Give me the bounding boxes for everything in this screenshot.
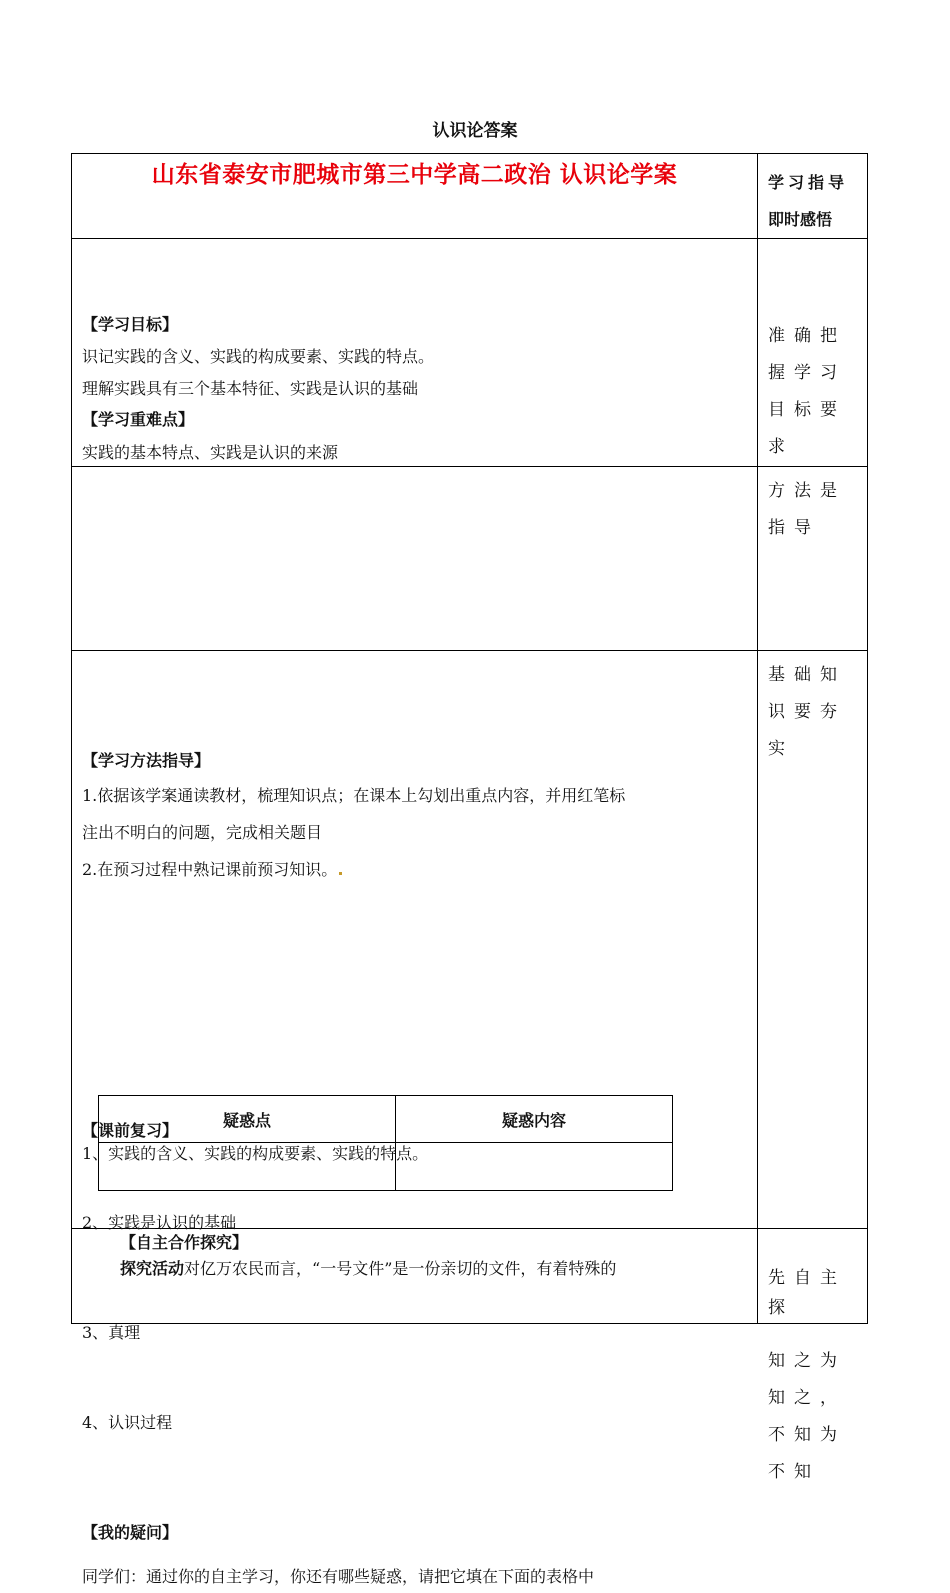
objectives-side-cell — [758, 239, 868, 467]
title-cell — [72, 154, 758, 239]
objectives-side-note: 准确把握学习目标要求 — [768, 326, 846, 457]
method-side-note: 方法是指导 — [768, 481, 846, 538]
explore-side-cell — [758, 1229, 868, 1324]
objectives-cell — [72, 239, 758, 467]
doubt-col-point: 疑惑点 — [99, 1096, 396, 1143]
review-heading: 【课前复习】 — [82, 1121, 179, 1140]
method-side-cell — [758, 467, 868, 651]
doubt-content-cell[interactable] — [396, 1143, 673, 1191]
key-points-line: 实践的基本特点、实践是认识的来源 — [82, 443, 339, 462]
question-line: 同学们：通过你的自主学习，你还有哪些疑惑，请把它填在下面的表格中 — [82, 1567, 595, 1586]
explore-cell — [72, 1229, 758, 1324]
review-item-4: 4、认识过程 — [82, 1413, 173, 1432]
review-side-note-2: 知之为知之，不知为不知 — [768, 1351, 846, 1482]
key-points-heading: 【学习重难点】 — [82, 410, 195, 429]
side-header-cell — [758, 154, 868, 239]
side-header-guidance: 学习指导 — [768, 173, 849, 192]
doubt-table — [98, 1095, 673, 1191]
explore-label: 探究活动 — [120, 1259, 185, 1278]
explore-side-note: 先自主探 — [768, 1268, 846, 1318]
review-side-note-1: 基础知识要夯实 — [768, 665, 846, 759]
main-title: 山东省泰安市肥城市第三中学高二政治 认识论学案 — [151, 162, 678, 188]
method-line-3: 2.在预习过程中熟记课前预习知识。 — [82, 860, 338, 879]
side-header-reflection: 即时感悟 — [768, 210, 833, 229]
question-heading: 【我的疑问】 — [82, 1523, 179, 1542]
method-heading: 【学习方法指导】 — [82, 751, 211, 770]
explore-heading: 【自主合作探究】 — [120, 1233, 249, 1252]
method-cell — [72, 467, 758, 879]
objectives-line-1: 识记实践的含义、实践的构成要素、实践的特点。 — [82, 347, 435, 366]
document-title: 认识论答案 — [432, 121, 518, 141]
doubt-point-cell[interactable] — [99, 1143, 396, 1191]
method-line-1: 1.依据该学案通读教材，梳理知识点；在课本上勾划出重点内容，并用红笔标 — [82, 786, 626, 805]
doubt-col-content: 疑惑内容 — [396, 1096, 673, 1143]
explore-line — [120, 1253, 616, 1285]
method-line-2: 注出不明白的问题，完成相关题目 — [82, 823, 323, 842]
objectives-line-2: 理解实践具有三个基本特征、实践是认识的基础 — [82, 379, 419, 398]
explore-text: 对亿万农民而言，“一号文件”是一份亲切的文件，有着特殊的 — [184, 1259, 617, 1278]
review-item-2: 2、实践是认识的基础 — [82, 1213, 237, 1232]
review-item-1: 1、实践的含义、实践的构成要素、实践的特点。 — [82, 1144, 429, 1163]
review-item-3: 3、真理 — [82, 1323, 141, 1342]
objectives-heading: 【学习目标】 — [82, 315, 179, 334]
